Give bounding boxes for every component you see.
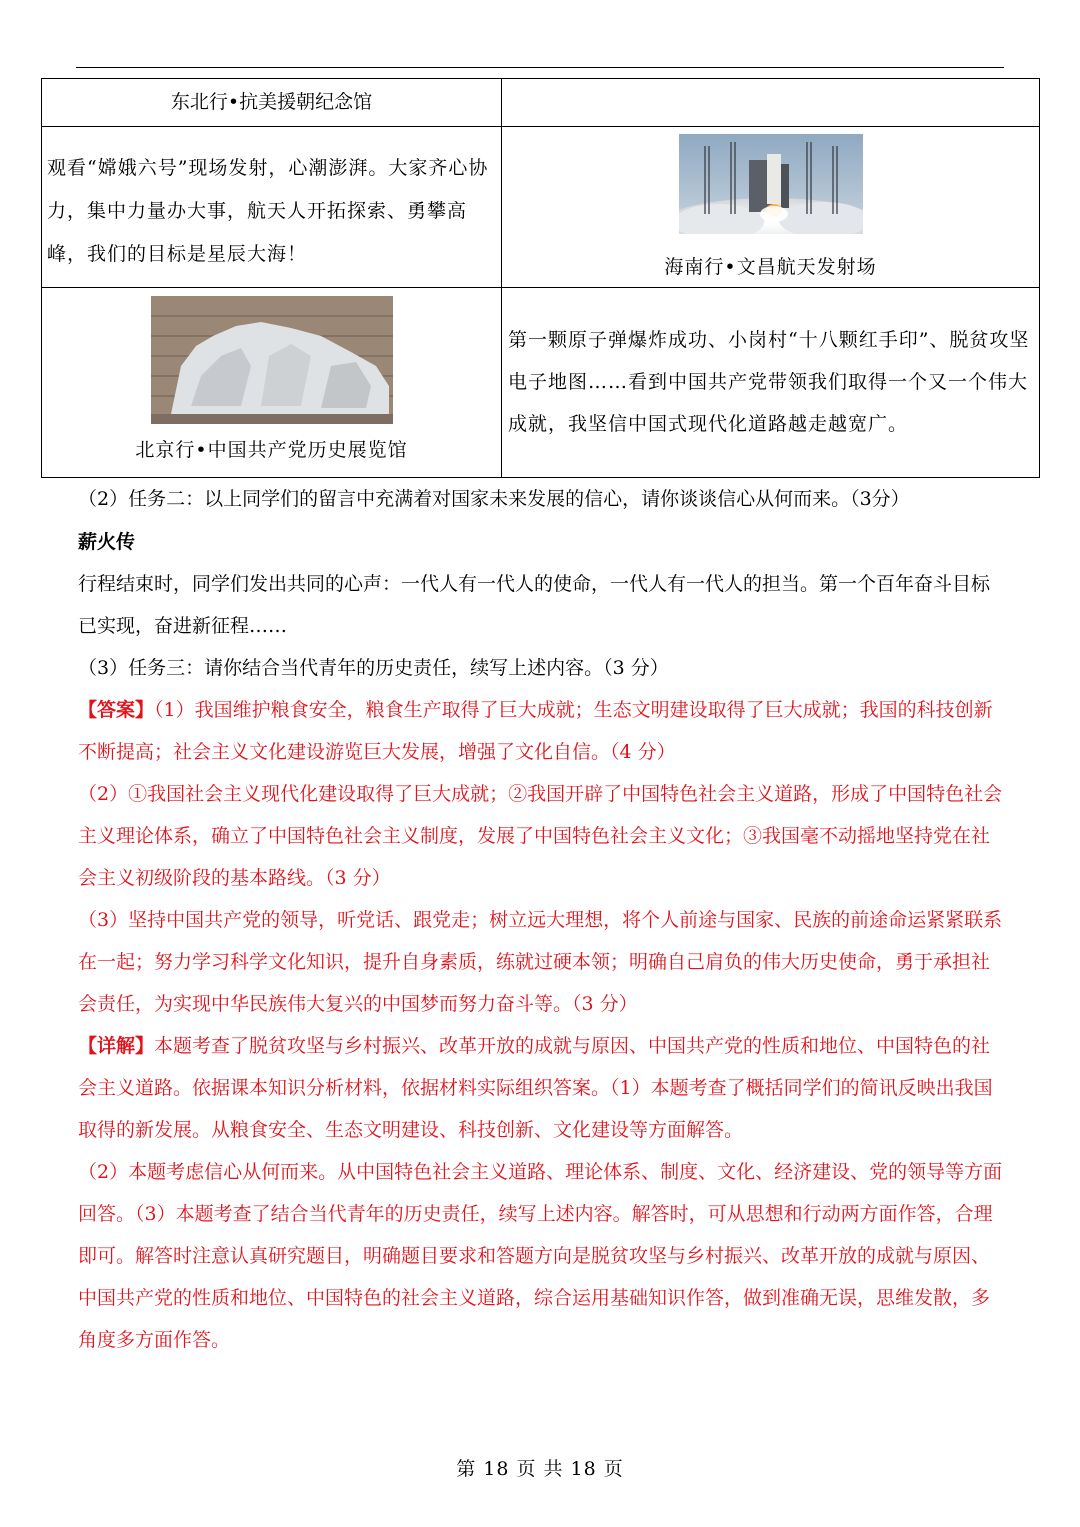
question-section: [78, 478, 1004, 1361]
empty-cell: [502, 79, 1040, 127]
answer-1: [78, 689, 1004, 773]
beijing-message: 第一颗原子弹爆炸成功、小岗村“十八颗红手印”、脱贫攻坚电子地图……看到中国共产党带领我们取得一个又一个伟大成就，我坚信中国式现代化道路越走越宽广。: [508, 329, 1030, 435]
beijing-message-cell: [502, 288, 1040, 478]
rocket-launch-image: [679, 134, 863, 234]
answer-label: 【答案】: [78, 699, 155, 721]
answer-2: （2）①我国社会主义现代化建设取得了巨大成就；②我国开辟了中国特色社会主义道路，形成了中国特色社会主义理论体系，确立了中国特色社会主义制度，发展了中国特色社会主义文化；③我国毫不动摇地坚持党在社会主义初级阶段的基本路线。（3 分）: [78, 783, 1003, 889]
hainan-photo-cell: [502, 127, 1040, 288]
explain-1-text: 本题考查了脱贫攻坚与乡村振兴、改革开放的成就与原因、中国共产党的性质和地位、中国特色的社会主义道路。依据课本知识分析材料，依据材料实际组织答案。（1）本题考查了概括同学们的简讯反映出我国取得的新发展。从粮食安全、生态文明建设、科技创新、文化建设等方面解答。: [78, 1035, 993, 1141]
beijing-photo-cell: [42, 288, 502, 478]
explain-label: 【详解】: [78, 1035, 155, 1057]
answer-1-text: （1）我国维护粮食安全，粮食生产取得了巨大成就；生态文明建设取得了巨大成就；我国的科技创新不断提高；社会主义文化建设游览巨大发展，增强了文化自信。（4 分）: [78, 699, 993, 763]
beijing-caption: 北京行•中国共产党历史展览馆: [135, 439, 408, 461]
section-text: 行程结束时，同学们发出共同的心声：一代人有一代人的使命，一代人有一代人的担当。第一个百年奋斗目标已实现，奋进新征程……: [78, 573, 991, 637]
task3-text: （3）任务三：请你结合当代青年的历史责任，续写上述内容。（3 分）: [78, 657, 669, 679]
hainan-message-cell: [42, 127, 502, 288]
northeast-title: 东北行•抗美援朝纪念馆: [170, 91, 373, 113]
hainan-caption: 海南行•文昌航天发射场: [664, 256, 877, 278]
northeast-title-cell: [42, 79, 502, 127]
page-footer: 第 18 页 共 18 页: [456, 1458, 624, 1480]
answer-3: （3）坚持中国共产党的领导，听党话、跟党走；树立远大理想，将个人前途与国家、民族的前途命运紧紧联系在一起；努力学习科学文化知识，提升自身素质，练就过硬本领；明确自己肩负的伟大历史使命，勇于承担社会责任，为实现中华民族伟大复兴的中国梦而努力奋斗等。（3 分）: [78, 909, 1003, 1015]
rocket-launch-photo: [679, 134, 863, 234]
explain-1: [78, 1025, 1004, 1151]
section-title: 薪火传: [78, 531, 136, 553]
task2-text: （2）任务二：以上同学们的留言中充满着对国家未来发展的信心，请你谈谈信心从何而来。（3分）: [78, 488, 910, 510]
sculpture-photo: [151, 296, 393, 424]
hainan-message: 观看“嫦娥六号”现场发射，心潮澎湃。大家齐心协力，集中力量办大事，航天人开拓探索、勇攀高峰，我们的目标是星辰大海！: [47, 157, 489, 265]
explain-2: （2）本题考虑信心从何而来。从中国特色社会主义道路、理论体系、制度、文化、经济建设、党的领导等方面回答。（3）本题考查了结合当代青年的历史责任，续写上述内容。解答时，可从思想和行动两方面作答，合理即可。解答时注意认真研究题目，明确题目要求和答题方向是脱贫攻坚与乡村振兴、改革开放的成就与原因、中国共产党的性质和地位、中国特色的社会主义道路，综合运用基础知识作答，做到准确无误，思维发散，多角度多方面作答。: [78, 1161, 1003, 1351]
header-rule: [76, 67, 1004, 68]
field-trip-table: [41, 78, 1040, 478]
museum-sculpture-image: [151, 296, 393, 424]
